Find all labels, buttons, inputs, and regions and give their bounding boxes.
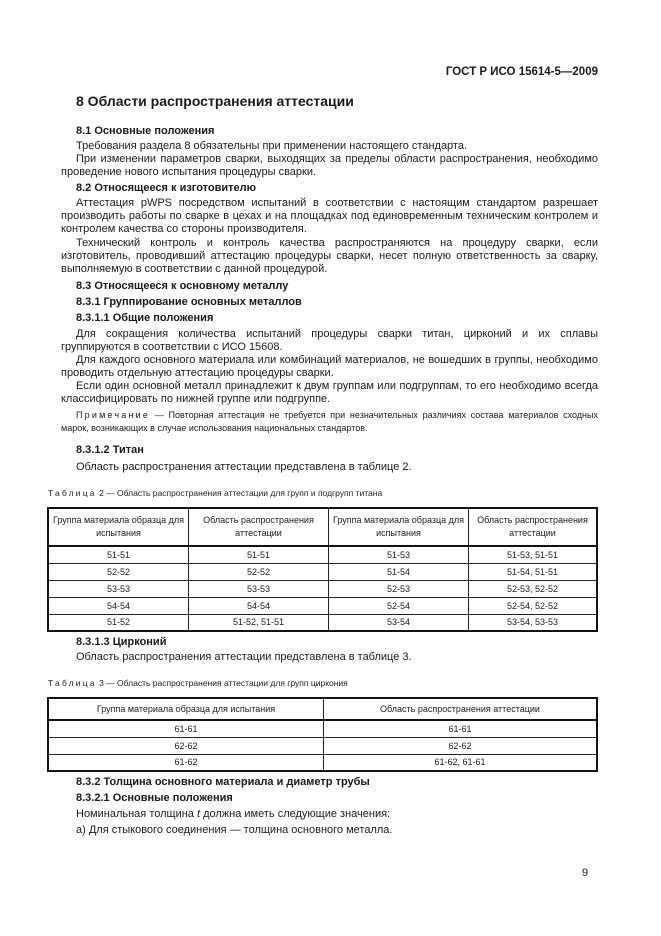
- table-2-caption: [48, 487, 598, 500]
- paragraph: Технический контроль и контроль качества распространяются на процедуру сварки, если изготовитель, проводивший аттестацию процедуры сварки, несет полную ответственность за сварку, выполняемую в соответствии с данной процедурой.: [61, 237, 598, 275]
- table-cell: 51-52: [48, 614, 189, 631]
- text: Номинальная толщина: [76, 808, 197, 820]
- heading-8-3-1-3: 8.3.1.3 Цирконий: [76, 636, 167, 648]
- note-text: — Повторная аттестация не требуется при незначительных различиях состава материалов сходных марок, возникающих в случае использования национальных стандартов.: [61, 410, 598, 433]
- table-cell: 54-54: [48, 597, 189, 614]
- paragraph: Требования раздела 8 обязательны при применении настоящего стандарта.: [76, 140, 468, 152]
- table-caption-text: 3 — Область распространения аттестации для групп циркония: [96, 678, 348, 688]
- table-cell: 53-54: [329, 614, 469, 631]
- text: должна иметь следующие значения:: [200, 808, 391, 820]
- paragraph: Если один основной металл принадлежит к двум группам или подгруппам, то его необходимо всегда классифицировать по нижней группе или подгруппе.: [61, 380, 598, 405]
- table-row: [48, 614, 597, 631]
- table-label: Таблица: [48, 488, 97, 498]
- table-cell: 51-51: [189, 546, 329, 563]
- variable: t: [196, 808, 201, 820]
- table-cell: 61-61: [324, 720, 598, 737]
- heading-8-3-1-2: 8.3.1.2 Титан: [76, 444, 144, 456]
- table-row: [48, 597, 597, 614]
- paragraph: Для сокращения количества испытаний процедуры сварки титан, цирконий и их сплавы группируются в соответствии с ИСО 15608.: [61, 328, 598, 353]
- heading-8-3-2: 8.3.2 Толщина основного материала и диаметр трубы: [76, 776, 370, 788]
- table-caption-text: 2 — Область распространения аттестации для групп и подгрупп титана: [96, 488, 383, 498]
- table-cell: 53-54, 53-53: [469, 614, 598, 631]
- table-cell: 51-52, 51-51: [189, 614, 329, 631]
- table-cell: 51-54, 51-51: [469, 563, 598, 580]
- table-cell: 52-52: [48, 563, 189, 580]
- page-content: [48, 66, 598, 880]
- table-cell: 61-61: [48, 720, 324, 737]
- table-cell: 52-52: [189, 563, 329, 580]
- header-cell: Группа материала образца для испытания: [329, 508, 469, 546]
- table-cell: 52-53: [329, 580, 469, 597]
- paragraph: [61, 808, 598, 821]
- header-cell: Область распространения аттестации: [324, 698, 598, 720]
- table-cell: 52-53, 52-52: [469, 580, 598, 597]
- table-cell: 61-62, 61-61: [324, 754, 598, 771]
- header-cell: Группа материала образца для испытания: [48, 508, 189, 546]
- table-cell: 51-53: [329, 546, 469, 563]
- heading-8-3-1-1: 8.3.1.1 Общие положения: [76, 312, 214, 324]
- heading-8-3-2-1: 8.3.2.1 Основные положения: [76, 792, 233, 804]
- table-cell: 53-53: [189, 580, 329, 597]
- page-number: 9: [582, 867, 589, 879]
- heading-8-3-1: 8.3.1 Группирование основных металлов: [76, 296, 302, 308]
- table-row: [48, 563, 597, 580]
- table-row: [48, 580, 597, 597]
- table-3: [47, 697, 598, 772]
- document-header: ГОСТ Р ИСО 15614-5—2009: [445, 66, 598, 78]
- table-row: [48, 754, 597, 771]
- table-cell: 54-54: [189, 597, 329, 614]
- note-label: Примечание: [76, 410, 151, 420]
- paragraph: При изменении параметров сварки, выходящих за пределы области распространения, необходимо проведение нового испытания процедуры сварки.: [61, 153, 598, 178]
- table-cell: 53-53: [48, 580, 189, 597]
- table-row: [48, 720, 597, 737]
- table-cell: 52-54: [329, 597, 469, 614]
- table-2: [47, 507, 598, 632]
- section-title: 8 Области распространения аттестации: [76, 93, 354, 109]
- table-cell: 51-51: [48, 546, 189, 563]
- table-label: Таблица: [48, 678, 97, 688]
- heading-8-3: 8.3 Относящееся к основному металлу: [76, 280, 289, 292]
- table-cell: 52-54, 52-52: [469, 597, 598, 614]
- paragraph: Область распространения аттестации представлена в таблице 2.: [76, 461, 412, 473]
- table-row: [48, 737, 597, 754]
- paragraph: Аттестация pWPS посредством испытаний в соответствии с настоящим стандартом разрешает производить работы по сварке в цехах и на площадках под единовременным техническим контролем и контролем качества со стороны производителя.: [61, 197, 598, 235]
- header-cell: Группа материала образца для испытания: [48, 698, 324, 720]
- heading-8-1: 8.1 Основные положения: [76, 125, 215, 137]
- table-3-caption: [48, 677, 598, 690]
- table-cell: 62-62: [48, 737, 324, 754]
- table-cell: 51-54: [329, 563, 469, 580]
- table-cell: 51-53, 51-51: [469, 546, 598, 563]
- table-cell: 61-62: [48, 754, 324, 771]
- header-cell: Область распространения аттестации: [189, 508, 329, 546]
- paragraph: Область распространения аттестации представлена в таблице 3.: [76, 651, 412, 663]
- heading-8-2: 8.2 Относящееся к изготовителю: [76, 182, 257, 194]
- header-cell: Область распространения аттестации: [469, 508, 598, 546]
- table-cell: 62-62: [324, 737, 598, 754]
- table-row: [48, 546, 597, 563]
- paragraph: Для каждого основного материала или комбинаций материалов, не вошедших в группы, необходимо проводить отдельную аттестацию процедуры сварки.: [61, 354, 598, 379]
- paragraph: а) Для стыкового соединения — толщина основного металла.: [76, 824, 393, 836]
- note: [61, 409, 598, 435]
